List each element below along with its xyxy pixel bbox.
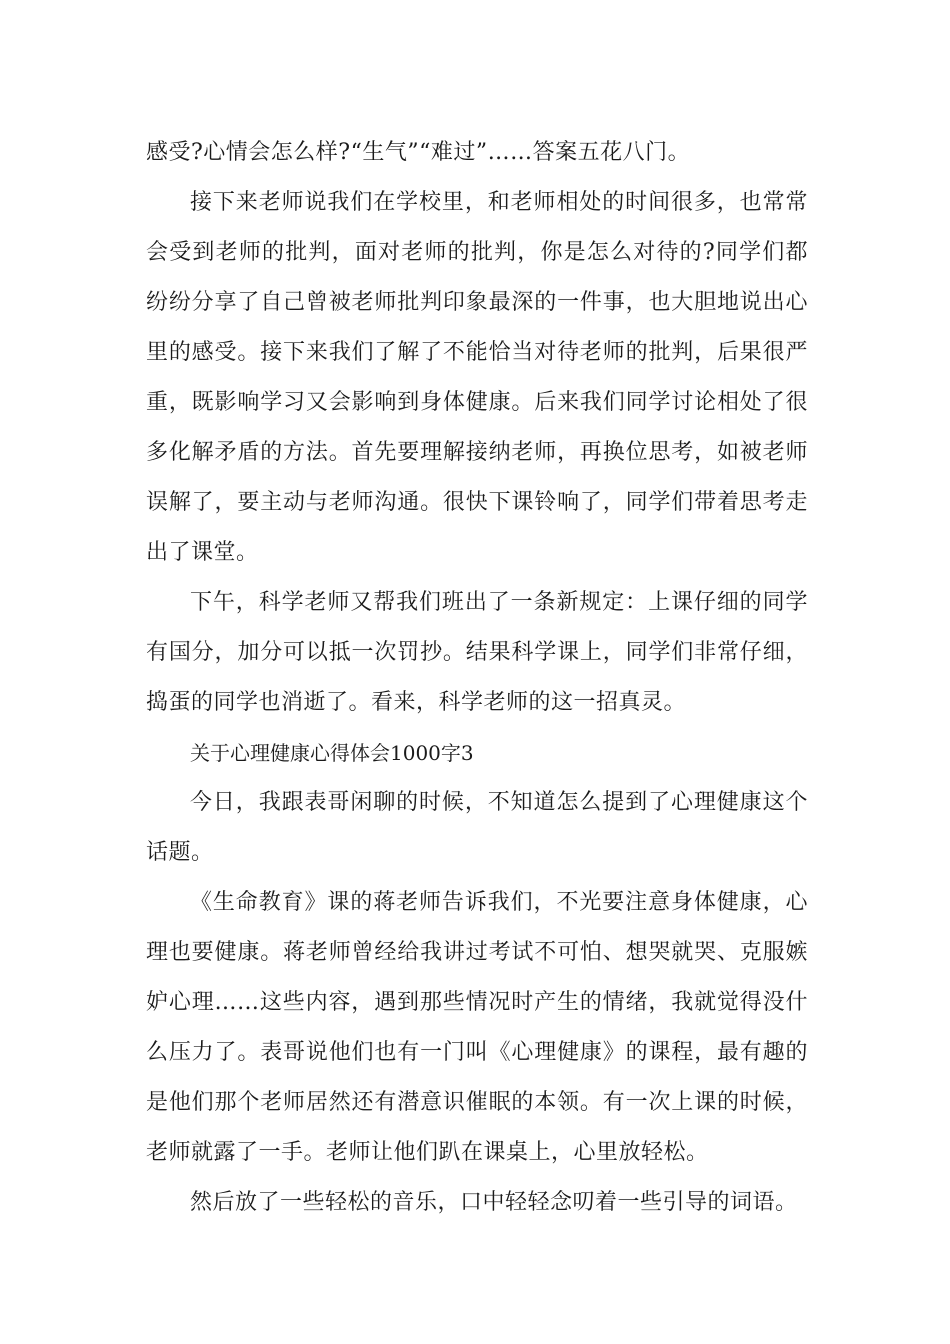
paragraph-3: 下午，科学老师又帮我们班出了一条新规定：上课仔细的同学有国分，加分可以抵一次罚抄。结果科学课上，同学们非常仔细，捣蛋的同学也消逝了。看来，科学老师的这一招真灵。: [146, 590, 808, 715]
paragraph-1: 感受?心情会怎么样?“生气”“难过”……答案五花八门。: [146, 140, 691, 165]
section-heading: 关于心理健康心得体会1000字3: [190, 741, 474, 765]
paragraph-4: 今日，我跟表哥闲聊的时候，不知道怎么提到了心理健康这个话题。: [146, 790, 808, 865]
paragraph-2: 接下来老师说我们在学校里，和老师相处的时间很多，也常常会受到老师的批判，面对老师的批判，你是怎么对待的?同学们都纷纷分享了自己曾被老师批判印象最深的一件事，也大胆地说出心里的感受。接下来我们了解了不能恰当对待老师的批判，后果很严重，既影响学习又会影响到身体健康。后来我们同学讨论相处了很多化解矛盾的方法。首先要理解接纳老师，再换位思考，如被老师误解了，要主动与老师沟通。很快下课铃响了，同学们带着思考走出了课堂。: [146, 190, 808, 565]
paragraph-6: 然后放了一些轻松的音乐，口中轻轻念叨着一些引导的词语。: [190, 1190, 798, 1215]
document-body: [146, 128, 808, 1228]
paragraph-5: 《生命教育》课的蒋老师告诉我们，不光要注意身体健康，心理也要健康。蒋老师曾经给我讲过考试不可怕、想哭就哭、克服嫉妒心理……这些内容，遇到那些情况时产生的情绪，我就觉得没什么压力了。表哥说他们也有一门叫《心理健康》的课程，最有趣的是他们那个老师居然还有潜意识催眠的本领。有一次上课的时候，老师就露了一手。老师让他们趴在课桌上，心里放轻松。: [146, 890, 808, 1165]
